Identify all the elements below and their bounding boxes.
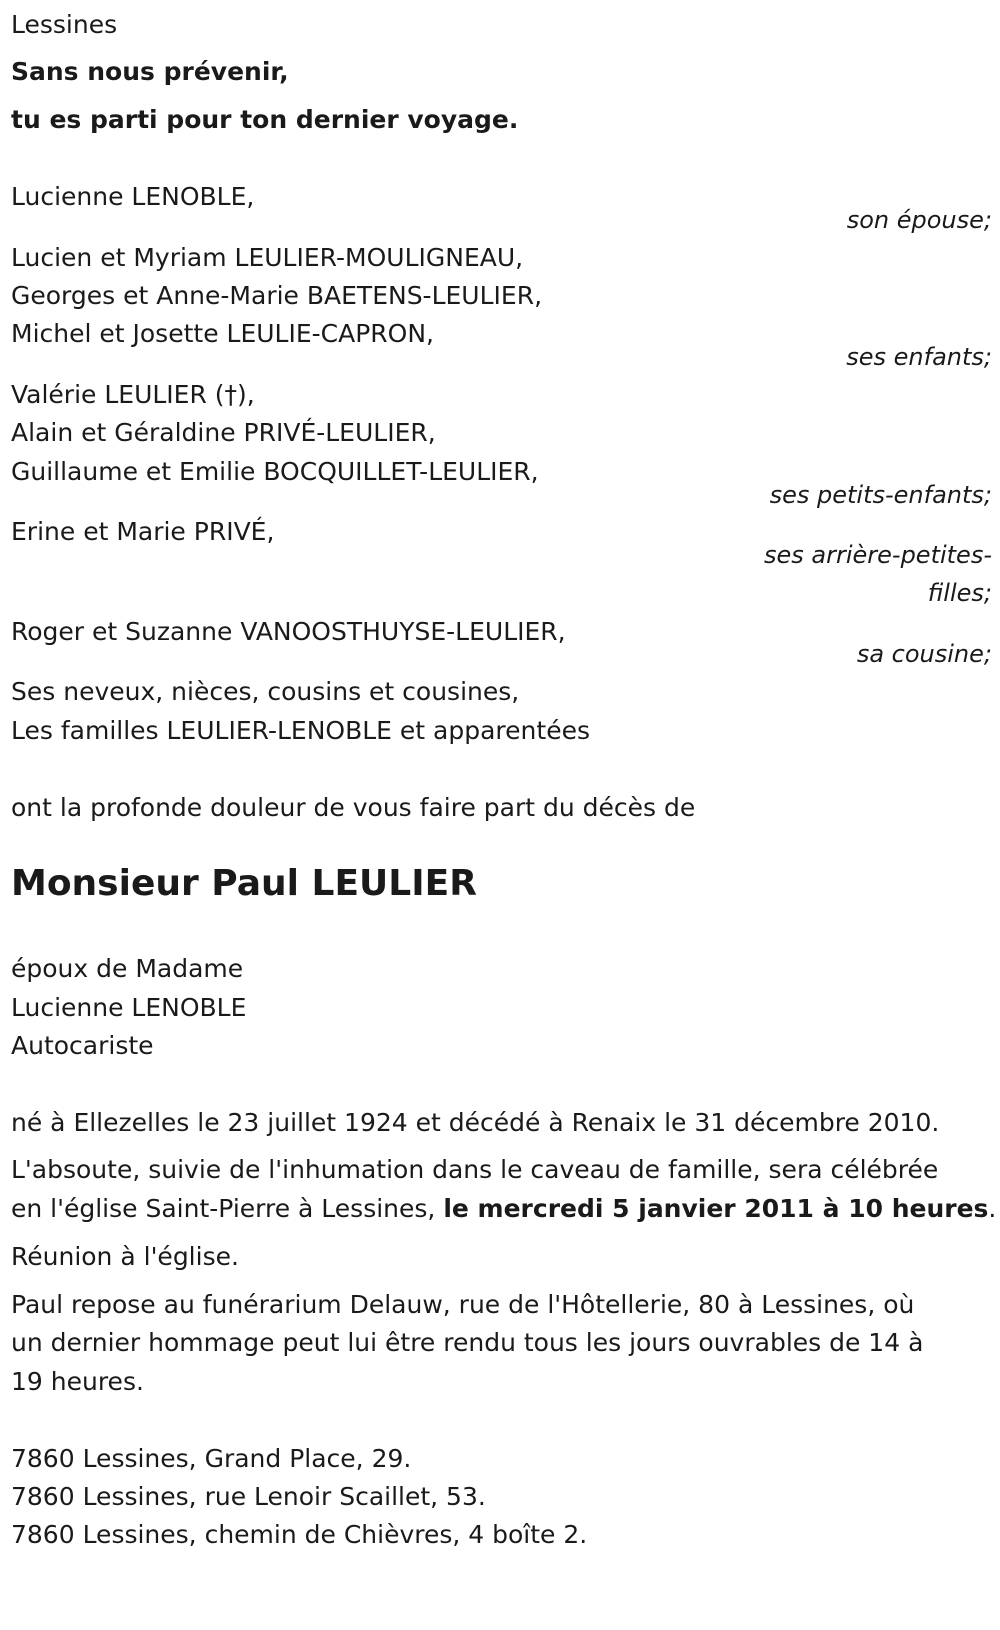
ceremony-location: en l'église Saint-Pierre à Lessines, [11, 1194, 444, 1223]
family-role: ses petits-enfants; [769, 481, 992, 509]
family-name: Georges et Anne-Marie BAETENS-LEULIER, [11, 281, 543, 310]
detail-line: Autocariste [11, 1031, 154, 1060]
family-role: son épouse; [846, 206, 992, 234]
ceremony-date-time: le mercredi 5 janvier 2011 à 10 heures [443, 1194, 989, 1223]
ceremony-period: . [988, 1194, 997, 1223]
address-line: 7860 Lessines, Grand Place, 29. [11, 1444, 412, 1473]
ceremony-line-1: L'absoute, suivie de l'inhumation dans le caveau de famille, sera célébrée [11, 1155, 939, 1184]
meeting-note: Réunion à l'église. [11, 1242, 239, 1271]
family-name: Roger et Suzanne VANOOSTHUYSE-LEULIER, [11, 617, 566, 646]
family-name: Alain et Géraldine PRIVÉ-LEULIER, [11, 418, 436, 447]
ceremony-line-2 [11, 1194, 996, 1224]
family-name: Valérie LEULIER (†), [11, 380, 255, 409]
family-name: Michel et Josette LEULIE-CAPRON, [11, 319, 434, 348]
family-role: ses enfants; [846, 343, 992, 371]
family-name: Guillaume et Emilie BOCQUILLET-LEULIER, [11, 457, 539, 486]
address-line: 7860 Lessines, chemin de Chièvres, 4 boîte 2. [11, 1520, 588, 1549]
family-name: Ses neveux, nièces, cousins et cousines, [11, 677, 520, 706]
family-name: Lucien et Myriam LEULIER-MOULIGNEAU, [11, 243, 524, 272]
detail-line: époux de Madame [11, 954, 244, 983]
visitation-line: Paul repose au funérarium Delauw, rue de l'Hôtellerie, 80 à Lessines, où [11, 1290, 915, 1319]
visitation-line: un dernier hommage peut lui être rendu tous les jours ouvrables de 14 à [11, 1328, 924, 1357]
location: Lessines [11, 10, 118, 39]
birth-death-dates: né à Ellezelles le 23 juillet 1924 et décédé à Renaix le 31 décembre 2010. [11, 1108, 940, 1137]
address-line: 7860 Lessines, rue Lenoir Scaillet, 53. [11, 1482, 486, 1511]
family-role: filles; [927, 579, 992, 607]
intro-line-2: tu es parti pour ton dernier voyage. [11, 105, 519, 134]
deceased-name: Monsieur Paul LEULIER [11, 863, 477, 904]
family-name: Lucienne LENOBLE, [11, 182, 255, 211]
family-name: Erine et Marie PRIVÉ, [11, 517, 275, 546]
intro-line-1: Sans nous prévenir, [11, 57, 289, 86]
family-role: ses arrière-petites- [764, 541, 992, 569]
family-name: Les familles LEULIER-LENOBLE et apparentées [11, 716, 590, 745]
detail-line: Lucienne LENOBLE [11, 993, 247, 1022]
family-role: sa cousine; [856, 640, 992, 668]
announcement: ont la profonde douleur de vous faire part du décès de [11, 793, 696, 822]
visitation-line: 19 heures. [11, 1367, 144, 1396]
